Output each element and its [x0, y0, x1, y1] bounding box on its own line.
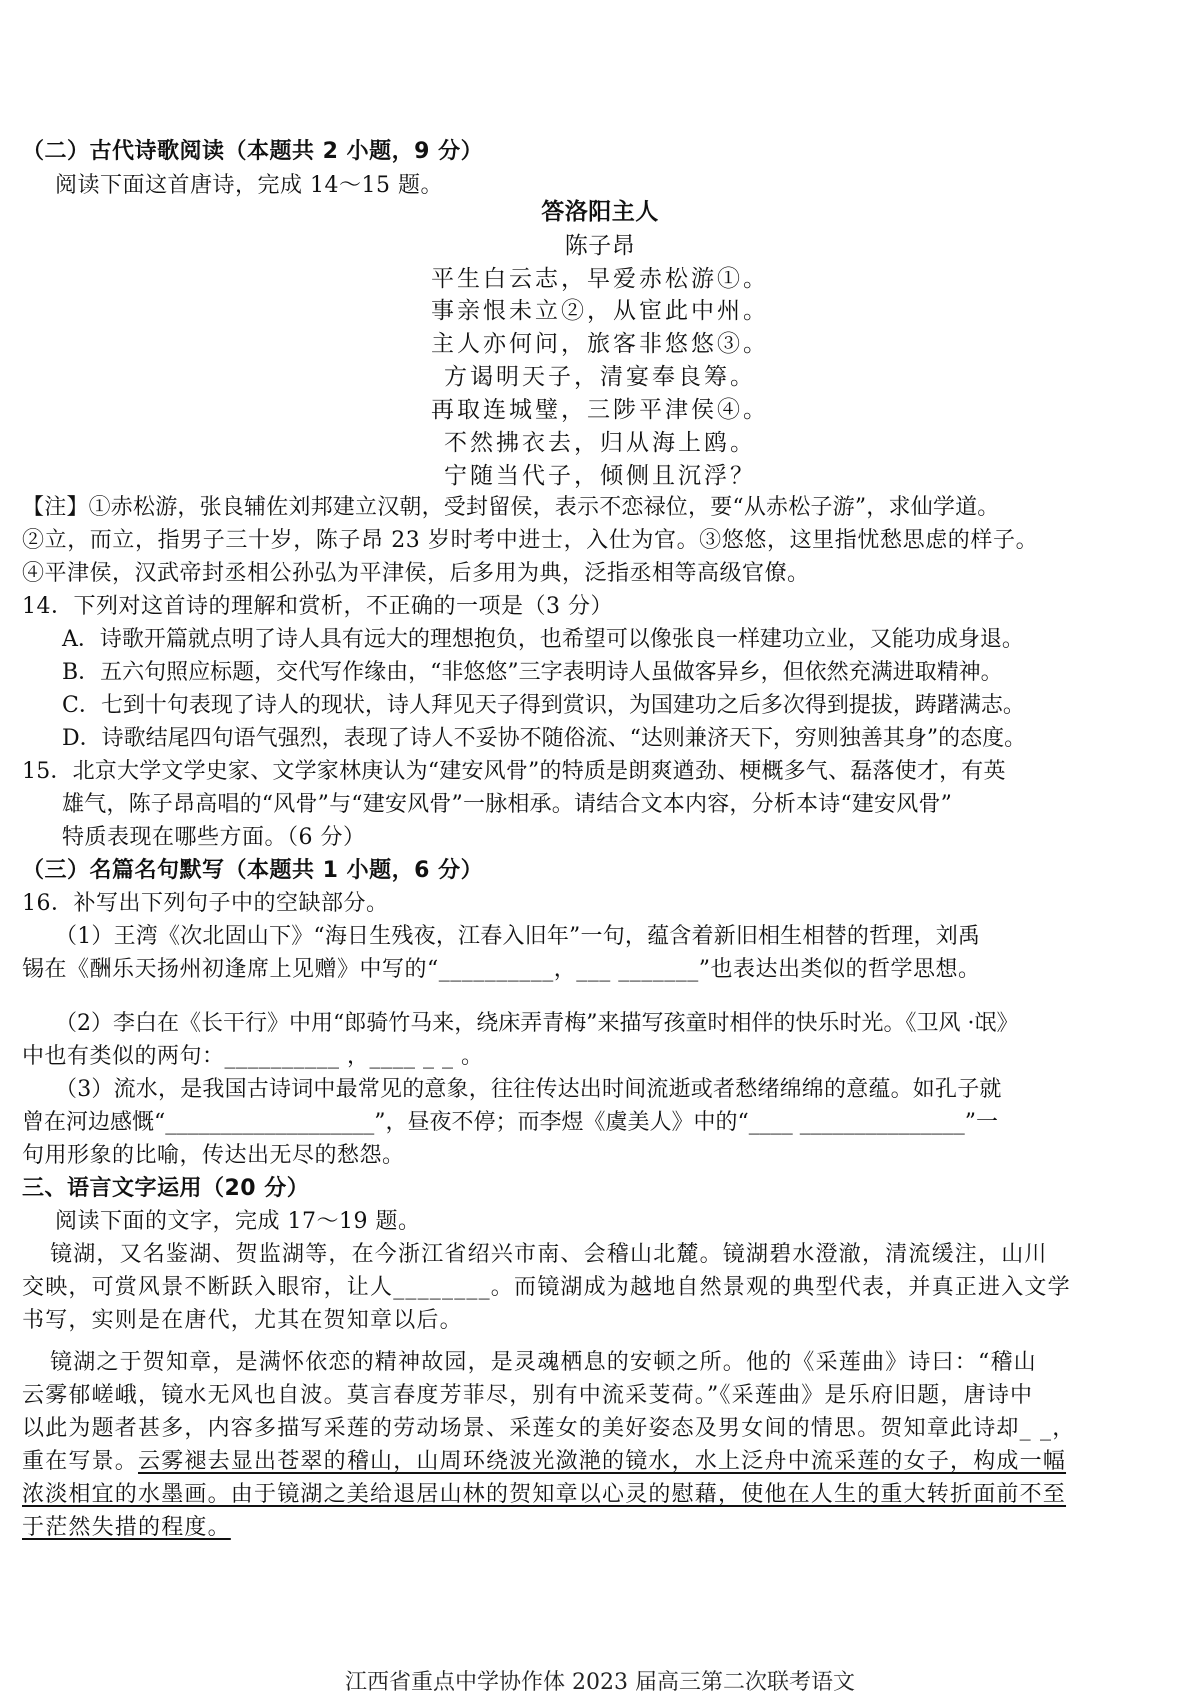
question-16-stem: 16．补写出下列句子中的空缺部分。	[22, 891, 389, 916]
q16-item-line: 句用形象的比喻，传达出无尽的愁怨。	[22, 1143, 405, 1168]
q14-option-a: A．诗歌开篇就点明了诗人具有远大的理想抱负，也希望可以像张良一样建功立业，又能功成身退。	[62, 627, 1024, 652]
passage-line: 以此为题者甚多，内容多描写采莲的劳动场景、采莲女的美好姿态及男女间的情思。贺知章此诗却_ _，	[22, 1416, 1076, 1441]
q16-item-line: 曾在河边感慨“___________________”，昼夜不停；而李煜《虞美人》中的“____ _______________”一	[22, 1110, 998, 1135]
annotation-line: 【注】①赤松游，张良辅佐刘邦建立汉朝，受封留侯，表示不恋禄位，要“从赤松子游”，求仙学道。	[22, 495, 1000, 520]
passage-line: 镜湖之于贺知章，是满怀依恋的精神故园，是灵魂栖息的安顿之所。他的《采莲曲》诗曰：“稽山	[50, 1350, 1037, 1375]
q16-item-line: （1）王湾《次北固山下》“海日生残夜，江春入旧年”一句，蕴含着新旧相生相替的哲理，刘禹	[55, 924, 981, 949]
passage-line: 云雾郁嵯峨，镜水无风也自波。莫言春度芳菲尽，别有中流采芰荷。”《采莲曲》是乐府旧题，唐诗中	[22, 1383, 1034, 1408]
q14-option-b: B．五六句照应标题，交代写作缘由，“非悠悠”三字表明诗人虽做客异乡，但依然充满进取精神。	[62, 660, 1003, 685]
passage-line: 镜湖，又名鉴湖、贺监湖等，在今浙江省绍兴市南、会稽山北麓。镜湖碧水澄澈，清流缓注，山川	[50, 1242, 1048, 1267]
poem-author: 陈子昂	[564, 233, 636, 259]
page-footer: 江西省重点中学协作体 2023 届高三第二次联考语文	[345, 1670, 855, 1695]
poem-line: 不然拂衣去，归从海上鸥。	[444, 430, 756, 456]
passage-line: 浓淡相宜的水墨画。由于镜湖之美给退居山林的贺知章以心灵的慰藉，使他在人生的重大转折面前不至	[22, 1482, 1067, 1507]
question-14-stem: 14．下列对这首诗的理解和赏析，不正确的一项是（3 分）	[22, 594, 613, 619]
poem-instruction: 阅读下面这首唐诗，完成 14～15 题。	[55, 173, 443, 198]
section-heading-recitation: （三）名篇名句默写（本题共 1 小题，6 分）	[22, 858, 484, 883]
poem-line: 再取连城璧，三陟平津侯④。	[431, 397, 769, 423]
poem-line: 方谒明天子，清宴奉良筹。	[444, 364, 756, 390]
poem-line: 事亲恨未立②，从宦此中州。	[431, 298, 769, 324]
poem-line: 平生白云志，早爱赤松游①。	[431, 266, 769, 292]
q16-item-line: （2）李白在《长干行》中用“郎骑竹马来，绕床弄青梅”来描写孩童时相伴的快乐时光。《卫风 ·氓》	[55, 1011, 1019, 1036]
q14-option-d: D．诗歌结尾四句语气强烈，表现了诗人不妥协不随俗流、“达则兼济天下，穷则独善其身”的态度。	[62, 726, 1027, 751]
annotation-line: ④平津侯，汉武帝封丞相公孙弘为平津侯，后多用为典，泛指丞相等高级官僚。	[22, 561, 810, 586]
poem-line: 宁随当代子，倾侧且沉浮？	[444, 463, 756, 489]
q16-item-line: 中也有类似的两句：__________ ，____ _ _ 。	[22, 1044, 484, 1069]
part-heading-language-use: 三、语言文字运用（20 分）	[22, 1176, 310, 1201]
q16-item-line: （3）流水，是我国古诗词中最常见的意象，往往传达出时间流逝或者愁绪绵绵的意蕴。如孔子就	[55, 1077, 1002, 1102]
q14-option-c: C．七到十句表现了诗人的现状，诗人拜见天子得到赏识，为国建功之后多次得到提拔，踌躇满志。	[62, 693, 1025, 718]
question-15-line: 15．北京大学文学史家、文学家林庚认为“建安风骨”的特质是朗爽遒劲、梗概多气、磊落使才，有英	[22, 759, 1006, 784]
poem-line: 主人亦何问，旅客非悠悠③。	[431, 331, 769, 357]
poem-title: 答洛阳主人	[541, 199, 659, 225]
section-heading-poetry: （二）古代诗歌阅读（本题共 2 小题，9 分）	[22, 139, 484, 164]
annotation-line: ②立，而立，指男子三十岁，陈子昂 23 岁时考中进士，入仕为官。③悠悠，这里指忧愁思虑的样子。	[22, 528, 1039, 553]
passage-prefix: 重在写景。	[22, 1449, 139, 1474]
passage-line: 交映，可赏风景不断跃入眼帘，让人________。而镜湖成为越地自然景观的典型代表，并真正进入文学	[22, 1275, 1071, 1300]
passage-line-with-underline	[22, 1447, 1182, 1477]
question-15-line: 雄气，陈子昂高唱的“风骨”与“建安风骨”一脉相承。请结合文本内容，分析本诗“建安风骨”	[62, 792, 953, 817]
q16-item-line: 锡在《酬乐天扬州初逢席上见赠》中写的“__________，___ _______”也表达出类似的哲学思想。	[22, 957, 981, 982]
passage-line: 于茫然失措的程度。	[22, 1515, 231, 1540]
passage-line: 书写，实则是在唐代，尤其在贺知章以后。	[22, 1308, 463, 1333]
passage-instruction: 阅读下面的文字，完成 17～19 题。	[55, 1209, 421, 1234]
question-15-line: 特质表现在哪些方面。（6 分）	[62, 825, 366, 850]
underlined-sentence: 云雾褪去显出苍翠的稽山，山周环绕波光潋滟的镜水，水上泛舟中流采莲的女子，构成一幅	[138, 1449, 1067, 1474]
